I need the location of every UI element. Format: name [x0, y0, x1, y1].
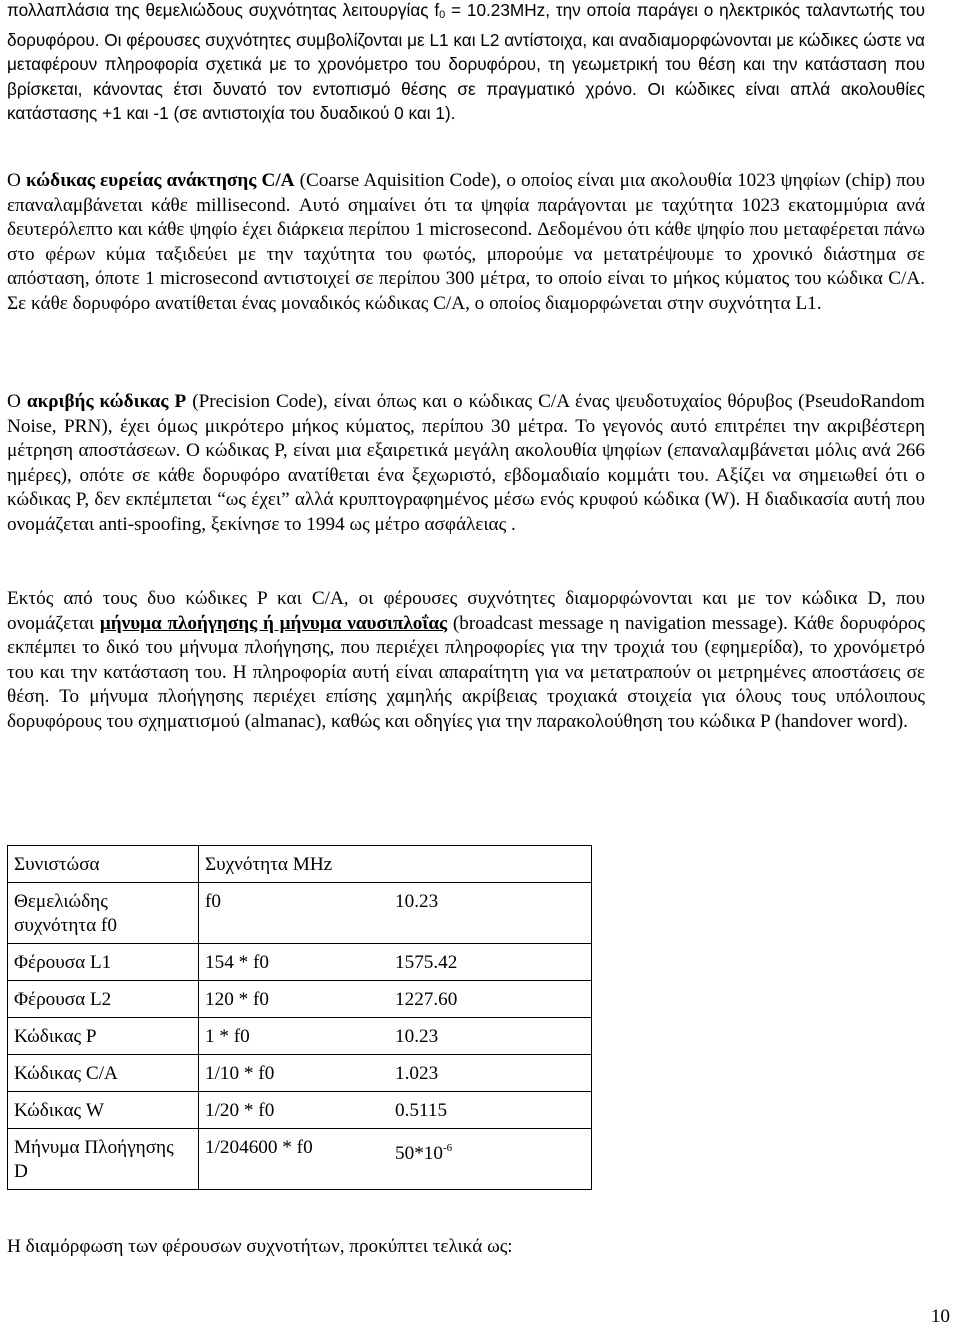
paragraph-text: Εκτός από τους δυο κώδικες P και C/A, οι φέρουσες συχνότητες διαμορφώνονται και με τον κώδικα D, που ονομάζεται [7, 588, 925, 634]
table-cell: Φέρουσα L2 [8, 981, 199, 1018]
paragraph-text: (Precision Code), είναι όπως και ο κώδικας C/A ένας ψευδοτυχαίος θόρυβος (PseudoRandom Noise, PRN), έχει όμως μικρότερο μήκος κύματος, περίπου 30 μέτρα. Το γεγονός αυτό επιτρέπει την ακριβέστερη μέτρηση αποστάσεων. Ο κώδικας P, είναι μια εξαιρετικά μεγάλη ακολουθία ψηφίων (επαναλαμβάνεται μόλις ανά 266 ημέρες), οπότε σε κάθε δορυφόρο ανατίθεται ένα ξεχωριστό, εβδομαδιαίο κομμάτι του. Αξίζει να σημειωθεί ότι ο κώδικας P, δεν εκπέμπεται “ως έχει” αλλά κρυπτογραφημένος μέσω ενός κρυφού κώδικα (W). Η διαδικασία αυτή που ονομάζεται anti-spoofing, ξεκίνησε το 1994 ως μέτρο ασφάλειας . [7, 391, 925, 535]
table-cell: 1/20 * f0 [199, 1092, 390, 1129]
table-cell: 1575.42 [389, 944, 592, 981]
table-cell: Κώδικας W [8, 1092, 199, 1129]
table-cell: 10.23 [389, 1018, 592, 1055]
table-cell: f0 [199, 883, 390, 944]
table-cell: 154 * f0 [199, 944, 390, 981]
table-header-cell: Συχνότητα MHz [199, 846, 390, 883]
paragraph-text: = 10.23MHz, την οποία παράγει ο ηλεκτρικός ταλαντωτής του δορυφόρου. Οι φέρουσες συχνότητες συμβολίζονται με L1 και L2 αντίστοιχα, και αναδιαμορφώνονται με κώδικες ώστε να μεταφέρουν πληροφορία σχετικά με το χρονόμετρο του δορυφόρου, τη γεωμετρική του θέση και την κατάσταση που βρίσκεται, κάνοντας έτσι δυνατό τον εντοπισμό θέσης σε πραγματικό χρόνο. Οι κώδικες είναι απλά ακολουθίες κατάστασης +1 και -1 (σε αντιστοιχία του δυαδικού 0 και 1). [7, 0, 925, 124]
table-row [8, 944, 592, 981]
table-caption: Η διαμόρφωση των φέρουσων συχνοτήτων, προκύπτει τελικά ως: [7, 1236, 513, 1257]
bold-term: κώδικας ευρείας ανάκτησης C/A [25, 170, 295, 191]
page-number: 10 [930, 1306, 950, 1327]
paragraph-text: Ο [7, 170, 26, 191]
table-cell: 1 * f0 [199, 1018, 390, 1055]
table-row [8, 883, 592, 944]
table-cell: 1/10 * f0 [199, 1055, 390, 1092]
table-cell: 1.023 [389, 1055, 592, 1092]
table-cell: Μήνυμα Πλοήγησης D [8, 1129, 199, 1190]
paragraph-carrier-frequencies [7, 0, 925, 126]
table-row [8, 1018, 592, 1055]
bold-term: μήνυμα πλοήγησης ή μήνυμα ναυσιπλοΐας [99, 612, 448, 634]
paragraph-p-code [7, 390, 925, 538]
table-cell: Θεμελιώδης συχνότητα f0 [8, 883, 199, 944]
table-cell: Κώδικας P [8, 1018, 199, 1055]
table-cell: Κώδικας C/A [8, 1055, 199, 1092]
table-cell: 1227.60 [389, 981, 592, 1018]
table-cell: 1/204600 * f0 [199, 1129, 390, 1190]
table-header-cell: Συνιστώσα [8, 846, 199, 883]
table-cell: 10.23 [389, 883, 592, 944]
table-row [8, 1129, 592, 1190]
paragraph-text: Ο [7, 391, 27, 412]
table-row [8, 1055, 592, 1092]
table-header-row [8, 846, 592, 883]
superscript-exponent: -6 [442, 1142, 453, 1154]
bold-term: ακριβής κώδικας P [26, 391, 187, 412]
subscript: 0 [439, 9, 446, 21]
table-header-cell [389, 846, 592, 883]
table-cell: Φέρουσα L1 [8, 944, 199, 981]
table-cell: 120 * f0 [199, 981, 390, 1018]
paragraph-ca-code [7, 169, 925, 317]
table-cell-value: 50*10 [395, 1143, 443, 1164]
table-cell: 0.5115 [389, 1092, 592, 1129]
table-row [8, 1092, 592, 1129]
paragraph-text: πολλαπλάσια της θεμελιώδους συχνότητας λειτουργίας f [7, 0, 440, 20]
table-row [8, 981, 592, 1018]
paragraph-text: (Coarse Aquisition Code), ο οποίος είναι μια ακολουθία 1023 ψηφίων (chip) που επαναλαμβάνεται κάθε millisecond. Αυτό σημαίνει ότι τα ψηφία παράγονται με ταχύτητα 1023 εκατομμύρια ανά δευτερόλεπτο και κάθε ψηφίο έχει διάρκεια περίπου 1 microsecond. Δεδομένου ότι κάθε ψηφίο που μεταφέρεται πάνω στο φέρων κύμα ταξιδεύει με την ταχύτητα του φωτός, μπορούμε να μετατρέψουμε το χρονικό διάστημα σε απόσταση, όποτε 1 microsecond αντιστοιχεί σε περίπου 300 μέτρα, το οποίο είναι το μήκος κύματος του κώδικα C/A. Σε κάθε δορυφόρο ανατίθεται ένας μοναδικός κώδικας C/A, ο οποίος διαμορφώνεται στην συχνότητα L1. [7, 170, 926, 314]
paragraph-text: (broadcast message η navigation message). Κάθε δορυφόρος εκπέμπει το δικό του μήνυμα πλοήγησης, που περιέχει πληροφορίες για την τροχιά του (εφημερίδα), το χρονόμετρό του και την κατάσταση του. Η πληροφορία αυτή είναι απαραίτητη για να μετατραπούν οι μετρημένες αποστάσεις σε θέση. Το μήνυμα πλοήγησης περιέχει επίσης χαμηλής ακρίβειας τροχιακά στοιχεία για όλους τους υπόλοιπους δορυφόρους του σχηματισμού (almanac), καθώς και οδηγίες για την παρακολούθηση του κώδικα P (handover word). [7, 612, 925, 732]
table-cell [389, 1129, 592, 1190]
frequency-table [7, 845, 592, 1190]
paragraph-navigation-message [7, 587, 925, 735]
